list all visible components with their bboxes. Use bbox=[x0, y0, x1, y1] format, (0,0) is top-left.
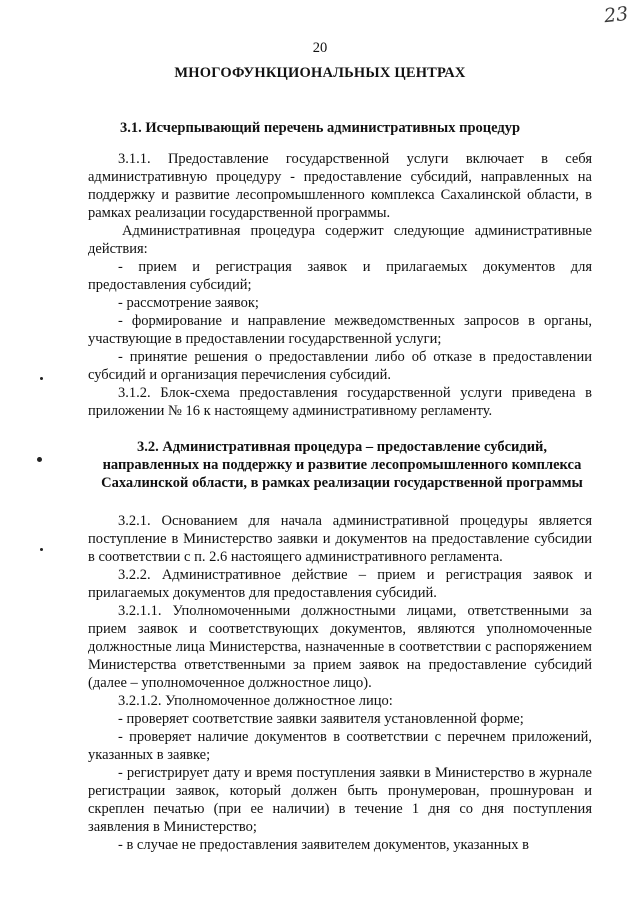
handwritten-page-number: 23 bbox=[602, 2, 630, 28]
list-item: - рассмотрение заявок; bbox=[118, 295, 259, 311]
scan-mark bbox=[40, 377, 43, 380]
section-3-2-heading bbox=[88, 438, 596, 492]
scan-mark bbox=[40, 548, 43, 551]
section-3-2-body bbox=[88, 512, 592, 854]
list-item: - в случае не предоставления заявителем документов, указанных в bbox=[118, 837, 529, 853]
list-item: - прием и регистрация заявок и прилагаемых документов для предоставления субсидий; bbox=[88, 259, 592, 293]
section-3-1-body bbox=[88, 150, 592, 420]
list-item: - проверяет наличие документов в соответствии с перечнем приложений, указанных в заявке; bbox=[88, 729, 592, 763]
heading-line: 3.2. Административная процедура – предоставление субсидий, bbox=[136, 439, 548, 455]
paragraph: 3.2.2. Административное действие – прием и регистрация заявок и прилагаемых документов для предоставления субсидий. bbox=[88, 567, 592, 601]
heading-line: направленных на поддержку и развитие лесопромышленного комплекса bbox=[102, 457, 582, 473]
paragraph: 3.2.1.2. Уполномоченное должностное лицо: bbox=[118, 693, 393, 709]
scan-mark bbox=[37, 457, 42, 462]
list-item: - принятие решения о предоставлении либо об отказе в предоставлении субсидий и организация перечисления субсидий. bbox=[88, 349, 592, 383]
section-3-1-heading: 3.1. Исчерпывающий перечень административных процедур bbox=[119, 120, 521, 136]
paragraph: 3.2.1. Основанием для начала административной процедуры является поступление в Министерство заявки и документов на предоставление субсидии в соответствии с п. 2.6 настоящего административного регламента. bbox=[88, 513, 592, 565]
list-item: - проверяет соответствие заявки заявителя установленной форме; bbox=[118, 711, 524, 727]
list-item: - формирование и направление межведомственных запросов в органы, участвующие в предоставлении государственной услуги; bbox=[88, 313, 592, 347]
paragraph: 3.1.1. Предоставление государственной услуги включает в себя административную процедуру - предоставление субсидий, направленных на поддержку и развитие лесопромышленного комплекса Сахалинской области, в рамках реализации государственной программы. bbox=[88, 151, 592, 221]
page-number: 20 bbox=[312, 40, 328, 56]
section-title: МНОГОФУНКЦИОНАЛЬНЫХ ЦЕНТРАХ bbox=[174, 65, 466, 81]
paragraph: Административная процедура содержит следующие административные действия: bbox=[88, 223, 592, 257]
heading-line: Сахалинской области, в рамках реализации государственной программы bbox=[101, 475, 583, 491]
paragraph: 3.2.1.1. Уполномоченными должностными лицами, ответственными за прием заявок и соответствующих документов, являются уполномоченные должностные лица Министерства, назначенные в соответствии с распоряжением Министерства ответственными за прием заявок на предоставление субсидий (далее – уполномоченное должностное лицо). bbox=[88, 603, 592, 691]
paragraph: 3.1.2. Блок-схема предоставления государственной услуги приведена в приложении № 16 к настоящему административному регламенту. bbox=[88, 385, 592, 419]
list-item: - регистрирует дату и время поступления заявки в Министерство в журнале регистрации заявок, который должен быть пронумерован, прошнурован и скреплен печатью (при ее наличии) в течение 1 дня со дня поступления заявления в Министерство; bbox=[88, 765, 592, 835]
